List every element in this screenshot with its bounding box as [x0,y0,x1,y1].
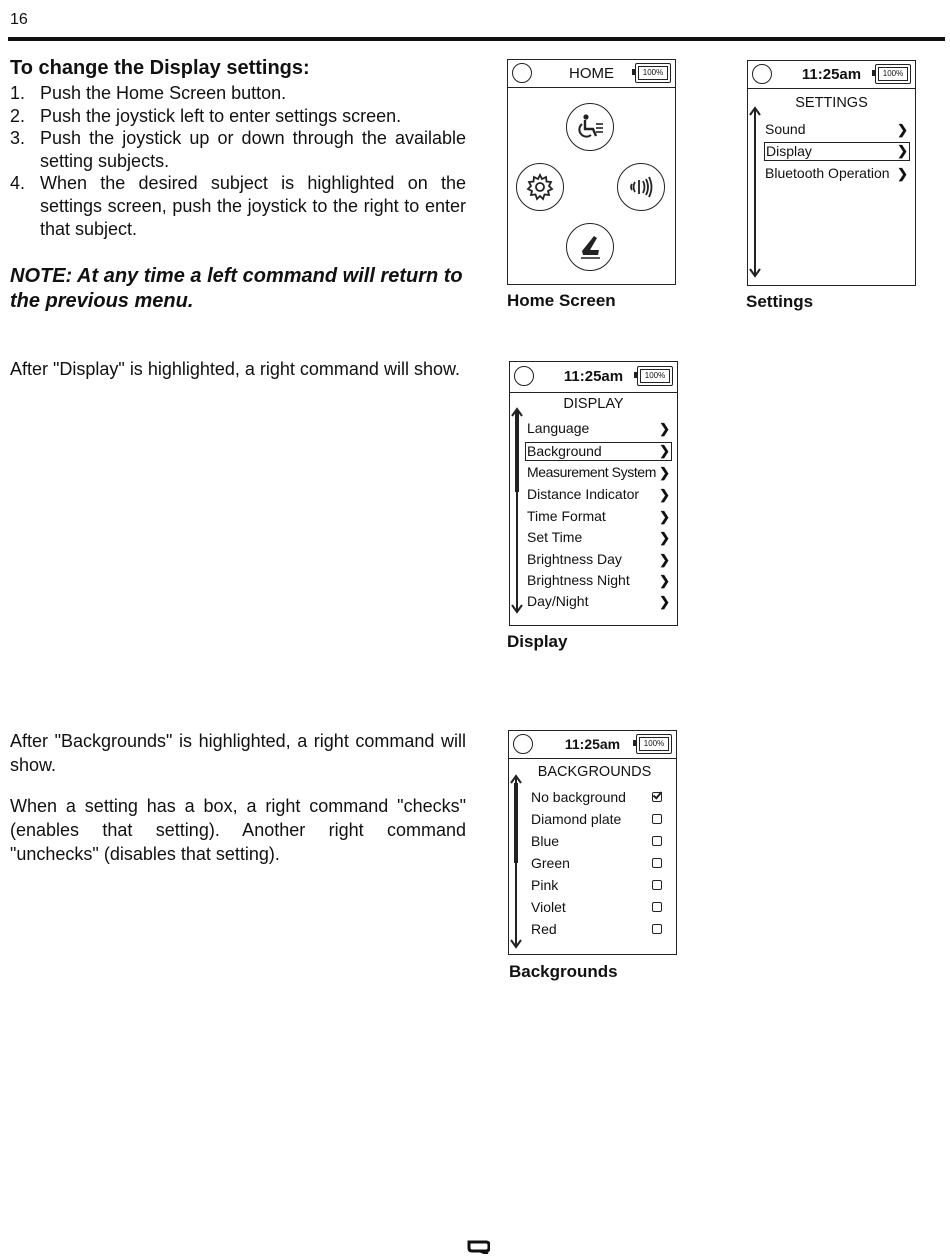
step-number: 3. [10,128,26,149]
header-rule [8,37,945,41]
menu-item: Day/Night ❯ [527,593,670,609]
checkbox-icon [652,858,662,868]
screen-time: 11:25am [564,736,621,752]
battery-level: 100% [878,67,908,81]
menu-item: No background [530,788,670,807]
step-text: Push the joystick up or down through the available setting subjects. [40,128,466,171]
checkbox-checked-icon [652,792,662,802]
chevron-right-icon: ❯ [659,487,670,502]
menu-item: Language ❯ [527,420,670,436]
chevron-right-icon: ❯ [659,443,670,458]
menu-item: Distance Indicator ❯ [527,486,670,502]
settings-screen-figure [747,60,916,286]
menu-item: Time Format ❯ [527,508,670,524]
home-screen-figure [507,59,676,285]
chevron-right-icon: ❯ [897,143,908,158]
chevron-right-icon: ❯ [659,552,670,567]
home-screen-caption: Home Screen [507,291,616,310]
display-screen-figure [509,361,678,626]
checkbox-icon [652,880,662,890]
step-text: Push the Home Screen button. [40,83,287,103]
menu-item: Blue [530,832,670,851]
page-number: 16 [10,11,28,28]
menu-item: Diamond plate [530,810,670,829]
chevron-right-icon: ❯ [659,573,670,588]
battery-level: 100% [638,66,668,80]
backgrounds-paragraph: After "Backgrounds" is highlighted, a right command will show. [10,731,466,775]
menu-item: Set Time ❯ [527,529,670,545]
chevron-right-icon: ❯ [659,594,670,609]
battery-icon [636,734,672,754]
screen-title: SETTINGS [795,95,868,111]
step-item [10,127,466,172]
backgrounds-screen-figure [508,730,677,955]
chevron-right-icon: ❯ [659,530,670,545]
backgrounds-caption: Backgrounds [509,962,618,981]
menu-item-selected: Background ❯ [527,443,670,459]
screen-header [509,731,676,759]
screen-header [508,60,675,88]
checkbox-icon [652,814,662,824]
step-text: Push the joystick left to enter settings screen. [40,105,402,126]
battery-level: 100% [639,737,669,751]
step-number: 1. [10,83,26,103]
menu-item: Pink [530,876,670,895]
step-item [10,105,466,128]
step-number: 4. [10,173,26,194]
menu-item: Measurement System ❯ [527,464,670,480]
battery-icon [637,366,673,386]
screen-header [510,362,677,393]
display-paragraph: After "Display" is highlighted, a right command will show. [10,359,460,379]
screen-time: 11:25am [801,66,862,83]
step-text: When the desired subject is highlighted on the settings screen, push the joystick to the right to enter that subject. [40,173,466,239]
menu-item: Green [530,854,670,873]
seat-icon [566,223,614,271]
settings-caption: Settings [746,292,814,311]
chevron-right-icon: ❯ [659,509,670,524]
steps-list [10,82,466,240]
settings-gear-icon [516,163,564,211]
menu-item: Bluetooth Operation ❯ [765,165,908,181]
screen-time: 11:25am [563,368,624,385]
section-heading: To change the Display settings: [10,57,310,79]
drive-icon [566,103,614,151]
note-text: NOTE: At any time a left command will return to the previous menu. [10,265,463,312]
screen-title: DISPLAY [563,396,624,412]
battery-icon [635,63,671,83]
checkbox-icon [652,836,662,846]
checkbox-paragraph: When a setting has a box, a right command "checks" (enables that setting). Another right command "unchecks" (disables that setting). [10,796,466,864]
chevron-right-icon: ❯ [897,166,908,181]
menu-item: Brightness Day ❯ [527,551,670,567]
chevron-right-icon: ❯ [659,465,670,480]
step-number: 2. [10,105,26,126]
step-item [10,82,466,105]
chevron-right-icon: ❯ [659,421,670,436]
battery-level: 100% [640,369,670,383]
checkbox-icon [652,924,662,934]
scrollbar-arrows-icon [511,406,523,616]
scrollbar-arrows-icon [749,105,761,280]
menu-item: Red [530,920,670,939]
manufacturer-logo-icon [466,1240,490,1254]
display-caption: Display [507,632,568,651]
menu-item: Sound ❯ [765,121,908,137]
screen-header [748,61,915,89]
menu-item: Brightness Night ❯ [527,572,670,588]
battery-icon [875,64,911,84]
menu-item-selected: Display ❯ [766,143,908,159]
screen-title: BACKGROUNDS [537,764,652,780]
checkbox-icon [652,902,662,912]
menu-item: Violet [530,898,670,917]
bluetooth-signal-icon [617,163,665,211]
chevron-right-icon: ❯ [897,122,908,137]
scrollbar-arrows-icon [510,773,522,951]
step-item [10,172,466,240]
screen-title: HOME [569,65,614,82]
